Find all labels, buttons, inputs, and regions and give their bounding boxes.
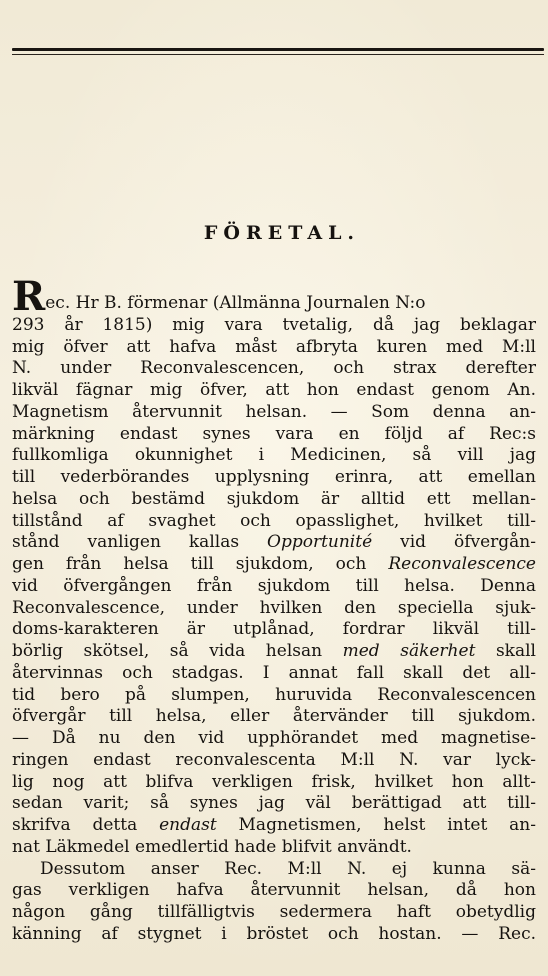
text-line bbox=[12, 273, 536, 320]
italic-phrase: Opportunité bbox=[267, 532, 373, 553]
text-run: — Då nu den vid upphörandet med magnetise- bbox=[12, 728, 536, 748]
text-run: tillstånd af svaghet och opasslighet, hvilket till- bbox=[12, 510, 536, 531]
text-line bbox=[12, 402, 536, 424]
text-run: likväl fägnar mig öfver, att hon endast genom An. bbox=[12, 380, 536, 400]
text-line bbox=[12, 880, 536, 902]
text-run: Reconvalescence, under hvilken den speciella sjuk- bbox=[12, 597, 536, 618]
rule-thin-line bbox=[12, 54, 544, 55]
text-line bbox=[12, 750, 536, 772]
text-run: Magnetism återvunnit helsan. — Som denna an- bbox=[12, 401, 536, 422]
italic-phrase: Reconvalescence bbox=[388, 554, 536, 574]
text-run: återvinnas och stadgas. I annat fall skall det all- bbox=[12, 662, 536, 683]
text-line bbox=[12, 380, 536, 402]
text-run: skrifva detta bbox=[12, 815, 160, 835]
italic-phrase: med säkerhet bbox=[342, 641, 476, 661]
header-double-rule bbox=[12, 48, 544, 58]
text-run: fullkomliga okunnighet i Medicinen, så vill jag bbox=[12, 445, 536, 466]
text-run: mig öfver att hafva måst afbryta kuren med M:ll bbox=[12, 336, 536, 357]
text-line bbox=[12, 706, 536, 728]
text-line bbox=[12, 728, 536, 750]
text-run: helsa och bestämd sjukdom är alltid ett mellan- bbox=[12, 488, 536, 509]
text-run: Dessutom anser Rec. M:ll N. ej kunna sä- bbox=[40, 858, 536, 879]
text-run: Magnetismen, helst intet an- bbox=[216, 815, 536, 835]
text-line bbox=[12, 924, 536, 946]
text-run: lig nog att blifva verkligen frisk, hvilket hon allt- bbox=[12, 771, 536, 792]
text-line bbox=[12, 554, 536, 576]
text-line bbox=[12, 598, 536, 620]
text-run: nat Läkmedel emedlertid hade blifvit användt. bbox=[12, 836, 412, 857]
text-run: vid öfvergån- bbox=[372, 532, 536, 553]
text-line bbox=[12, 859, 536, 881]
drop-cap: R bbox=[12, 273, 45, 320]
text-run: sedan varit; så synes jag väl berättigad att till- bbox=[12, 793, 536, 814]
text-run: öfvergår till helsa, eller återvänder till sjukdom. bbox=[12, 706, 536, 727]
text-run: tid bero på slumpen, huruvida Reconvalescencen bbox=[12, 684, 536, 705]
text-run: skall bbox=[475, 641, 536, 661]
text-line bbox=[12, 837, 536, 859]
text-line bbox=[12, 641, 536, 663]
text-line bbox=[12, 445, 536, 467]
text-line bbox=[12, 467, 536, 489]
text-line bbox=[12, 337, 536, 359]
text-run: gen från helsa till sjukdom, och bbox=[12, 554, 389, 574]
text-line bbox=[12, 902, 536, 924]
text-line bbox=[12, 532, 536, 554]
italic-phrase: endast bbox=[159, 815, 217, 835]
preface-body bbox=[12, 273, 536, 946]
text-run: 293 år 1815) mig vara tvetalig, då jag beklagar bbox=[12, 314, 536, 335]
text-line bbox=[12, 424, 536, 446]
text-line bbox=[12, 489, 536, 511]
text-run: till vederbörandes upplysning erinra, att emellan bbox=[12, 467, 536, 487]
text-line bbox=[12, 793, 536, 815]
text-run: någon gång tillfälligtvis sedermera haft obetydlig bbox=[12, 902, 536, 922]
page-title: FÖRETAL. bbox=[203, 222, 361, 244]
text-run: doms-karakteren är utplånad, fordrar likväl till- bbox=[12, 619, 536, 640]
text-line bbox=[12, 685, 536, 707]
text-line bbox=[12, 619, 536, 641]
text-run: vid öfvergången från sjukdom till helsa. Denna bbox=[12, 575, 536, 596]
text-run: ec. Hr B. förmenar (Allmänna Journalen N:o bbox=[45, 293, 426, 313]
text-run: stånd vanligen kallas bbox=[12, 532, 268, 553]
text-run: ringen endast reconvalescenta M:ll N. var lyck- bbox=[12, 749, 536, 770]
text-run: känning af stygnet i bröstet och hostan. — Rec. bbox=[12, 923, 536, 944]
text-line bbox=[12, 576, 536, 598]
text-run: N. under Reconvalescencen, och strax derefter bbox=[12, 358, 536, 379]
text-run: märkning endast synes vara en följd af Rec:s bbox=[12, 423, 536, 444]
text-line bbox=[12, 511, 536, 533]
rule-thick-line bbox=[12, 48, 544, 51]
text-line bbox=[12, 772, 536, 794]
text-line bbox=[12, 358, 536, 380]
text-line bbox=[12, 315, 536, 337]
text-run: börlig skötsel, så vida helsan bbox=[12, 641, 343, 661]
text-run: gas verkligen hafva återvunnit helsan, då hon bbox=[12, 880, 536, 901]
text-line bbox=[12, 663, 536, 685]
text-line bbox=[12, 815, 536, 837]
